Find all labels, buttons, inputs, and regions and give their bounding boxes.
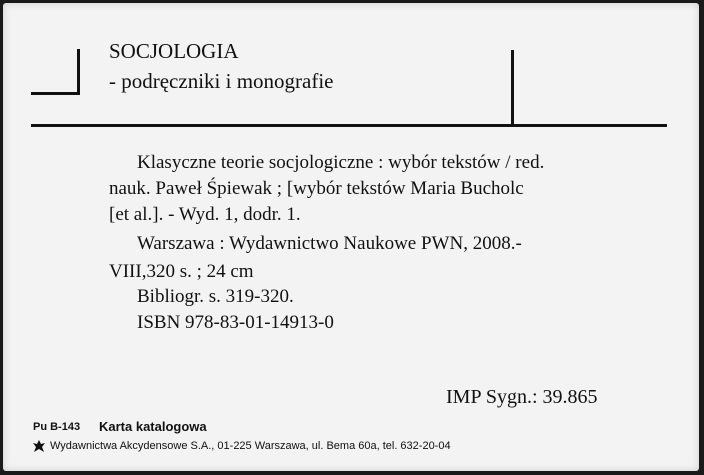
form-name: Karta katalogowa — [99, 419, 207, 434]
publisher-logo-icon — [32, 439, 46, 453]
entry-line-extent: VIII,320 s. ; 24 cm — [109, 261, 254, 282]
entry-line-isbn: ISBN 978-83-01-14913-0 — [137, 312, 334, 333]
series-subtitle: - podręczniki i monografie — [109, 69, 334, 93]
header-rule — [31, 124, 667, 127]
series-title: SOCJOLOGIA — [109, 39, 239, 63]
entry-line-responsibility: nauk. Paweł Śpiewak ; [wybór tekstów Maria Bucholc — [109, 178, 524, 199]
form-code: Pu B-143 — [33, 421, 81, 433]
field-divider-line — [511, 50, 514, 124]
corner-mark-horizontal — [31, 92, 80, 95]
entry-line-publication: Warszawa : Wydawnictwo Naukowe PWN, 2008.- — [137, 233, 522, 254]
publisher-address: Wydawnictwa Akcydensowe S.A., 01-225 Warszawa, ul. Bema 60a, tel. 632-20-04 — [50, 440, 451, 452]
entry-line-bibliography: Bibliogr. s. 319-320. — [137, 286, 294, 307]
shelf-signature: IMP Sygn.: 39.865 — [446, 386, 598, 408]
catalog-card — [3, 3, 699, 471]
corner-mark-vertical — [77, 49, 80, 95]
entry-line-edition: [et al.]. - Wyd. 1, dodr. 1. — [109, 204, 301, 225]
entry-line-title: Klasyczne teorie socjologiczne : wybór tekstów / red. — [137, 152, 545, 173]
